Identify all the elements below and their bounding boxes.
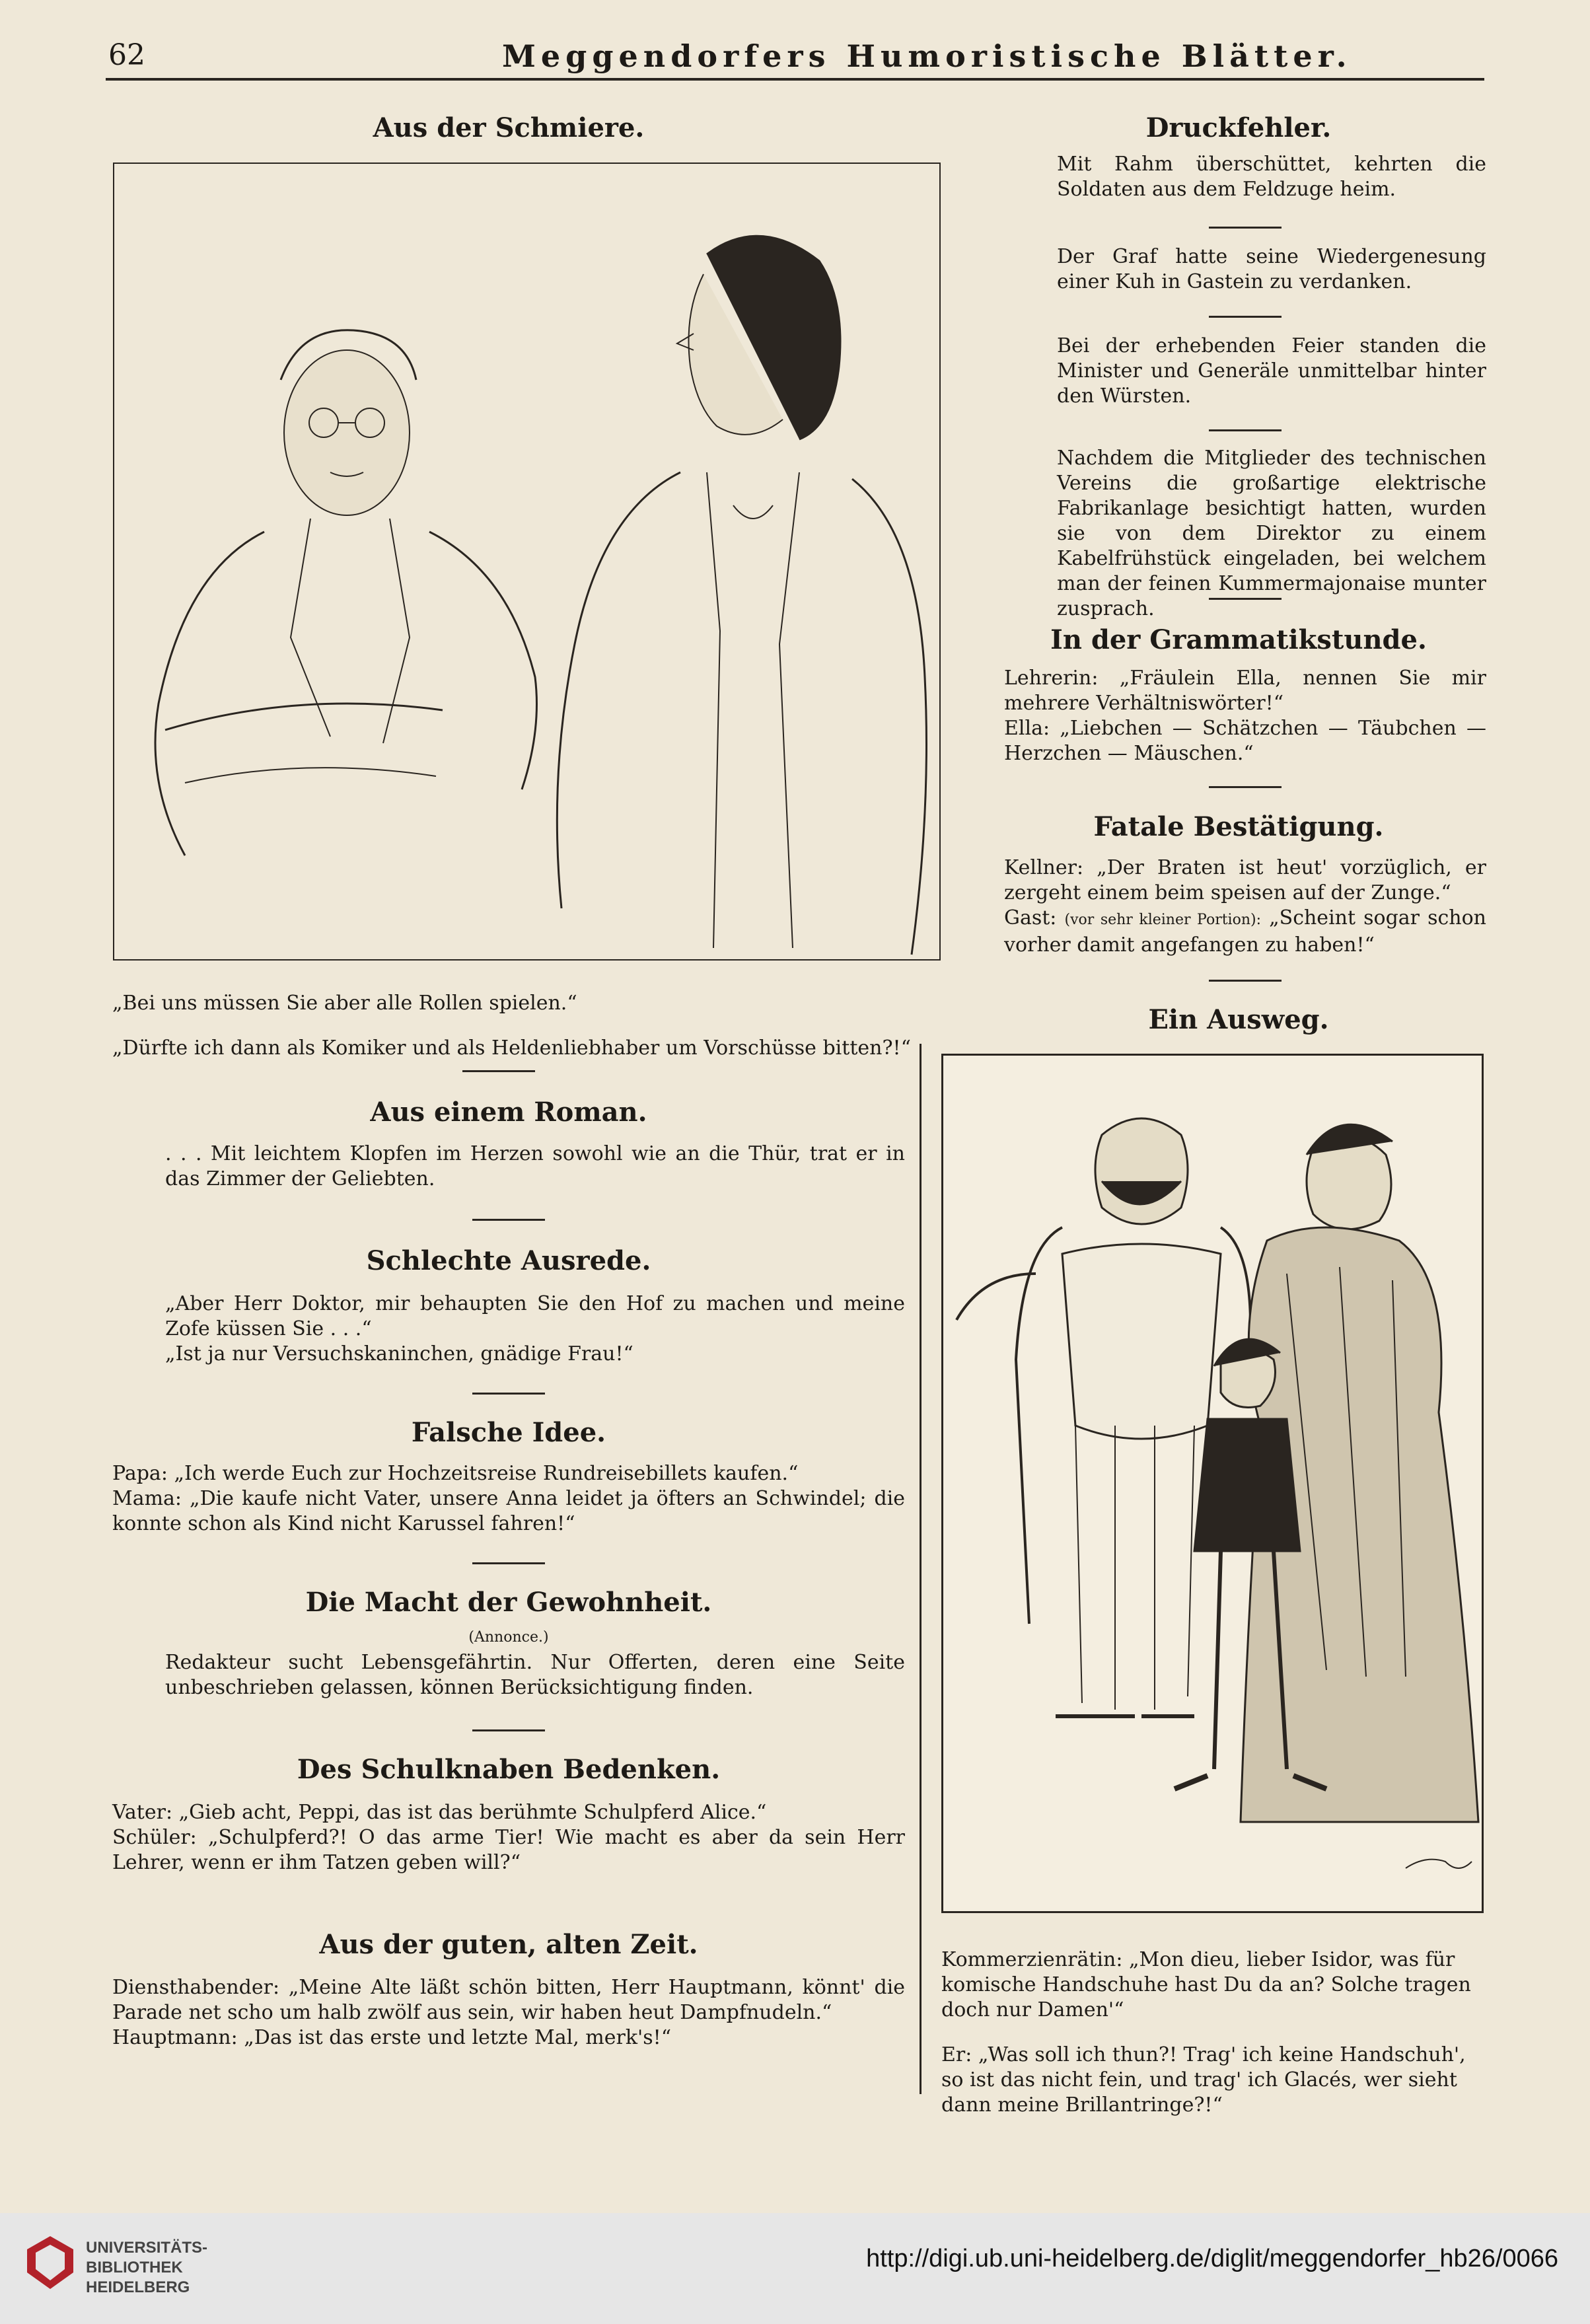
divider bbox=[1209, 598, 1282, 600]
text-roman bbox=[112, 1142, 905, 1192]
column-divider bbox=[920, 1044, 921, 2094]
paragraph: Redakteur sucht Lebensgefährtin. Nur Offerten, deren eine Seite unbeschrieben gelassen, können Berücksichtigung finden. bbox=[165, 1651, 905, 1699]
divider bbox=[1209, 316, 1282, 318]
library-line: UNIVERSITÄTS- bbox=[86, 2239, 208, 2257]
page-number: 62 bbox=[108, 38, 145, 72]
caption-ausweg bbox=[941, 1928, 1490, 2138]
dialogue-line: Vater: „Gieb acht, Peppi, das ist das berühmte Schulpferd Alice.“ bbox=[112, 1801, 767, 1824]
dialogue-line: Diensthabender: „Meine Alte läßt schön bitten, Herr Hauptmann, könnt' die Parade net scho um halb zwölf aus sein, wir haben heut Dampfnudeln.“ bbox=[112, 1976, 905, 2024]
divider bbox=[472, 1393, 545, 1395]
title-schulknabe: Des Schulknaben Bedenken. bbox=[297, 1754, 721, 1785]
text-grammatik bbox=[1004, 666, 1486, 766]
library-line: HEIDELBERG bbox=[86, 2278, 190, 2296]
page-header bbox=[106, 38, 1484, 81]
dialogue-line bbox=[1004, 906, 1486, 958]
title-fatale: Fatale Bestätigung. bbox=[1093, 811, 1384, 842]
speech: „Scheint sogar schon vorher damit angefangen zu haben!“ bbox=[1004, 906, 1486, 957]
university-logo-icon bbox=[24, 2233, 77, 2292]
subtitle-macht: (Annonce.) bbox=[468, 1629, 549, 1646]
divider bbox=[1209, 786, 1282, 788]
title-schmiere: Aus der Schmiere. bbox=[373, 112, 645, 143]
journal-title: Meggendorfers Humoristische Blätter. bbox=[502, 38, 1352, 74]
paragraph: Nachdem die Mitglieder des technischen Vereins die großartige elektrische Fabrikanlage besichtigt hatten, wurden sie von dem Direktor zu einem Kabelfrühstück eingeladen, bei welchem man der feinen Kummermajonaise munter zusprach. bbox=[1057, 447, 1486, 620]
stage-direction: (vor sehr kleiner Portion): bbox=[1064, 912, 1261, 928]
sketch-two-actors bbox=[112, 162, 941, 961]
dialogue-line: Lehrerin: „Fräulein Ella, nennen Sie mir mehrere Verhältniswörter!“ bbox=[1004, 667, 1486, 715]
paragraph: . . . Mit leichtem Klopfen im Herzen sowohl wie an die Thür, trat er in das Zimmer der Geliebten. bbox=[165, 1142, 905, 1190]
divider bbox=[462, 1070, 535, 1072]
text-fatale bbox=[1004, 855, 1486, 958]
title-ausweg: Ein Ausweg. bbox=[1148, 1004, 1329, 1035]
druckfehler-item-2 bbox=[1004, 244, 1486, 295]
dialogue-line: Papa: „Ich werde Euch zur Hochzeitsreise Rundreisebillets kaufen.“ bbox=[112, 1462, 799, 1485]
druckfehler-item-3 bbox=[1004, 334, 1486, 409]
illustration-schmiere bbox=[112, 162, 941, 961]
title-druckfehler: Druckfehler. bbox=[1145, 112, 1332, 143]
text-ausrede bbox=[112, 1291, 905, 1367]
text-macht bbox=[112, 1650, 905, 1700]
divider bbox=[1209, 227, 1282, 229]
caption-line: Kommerzienrätin: „Mon dieu, lieber Isidor, was für komische Handschuhe hast Du da an? Solche tragen doch nur Damen'“ bbox=[941, 1948, 1471, 2021]
dialogue-line: Hauptmann: „Das ist das erste und letzte Mal, merk's!“ bbox=[112, 2026, 672, 2049]
text-idee bbox=[112, 1461, 905, 1537]
paragraph: „Aber Herr Doktor, mir behaupten Sie den Hof zu machen und meine Zofe küssen Sie . . .“ bbox=[165, 1292, 905, 1340]
druckfehler-item-4 bbox=[1004, 446, 1486, 622]
divider bbox=[1209, 980, 1282, 982]
paragraph: „Ist ja nur Versuchskaninchen, gnädige Frau!“ bbox=[165, 1342, 633, 1365]
divider bbox=[472, 1562, 545, 1564]
dialogue-line: Kellner: „Der Braten ist heut' vorzüglich, er zergeht einem beim speisen auf der Zunge.“ bbox=[1004, 856, 1486, 904]
source-url-link[interactable]: http://digi.ub.uni-heidelberg.de/diglit/meggendorfer_hb26/0066 bbox=[866, 2245, 1558, 2272]
library-name bbox=[86, 2238, 207, 2298]
illustration-ausweg bbox=[941, 1054, 1484, 1913]
dialogue-line: Mama: „Die kaufe nicht Vater, unsere Anna leidet ja öfters an Schwindel; die konnte schon als Kind nicht Karussel fahren!“ bbox=[112, 1487, 905, 1535]
paragraph: Bei der erhebenden Feier standen die Minister und Generäle unmittelbar hinter den Würsten. bbox=[1057, 334, 1486, 408]
dialogue-line: Schüler: „Schulpferd?! O das arme Tier! Wie macht es aber da sein Herr Lehrer, wenn er ihm Tatzen geben will?“ bbox=[112, 1826, 905, 1874]
title-zeit: Aus der guten, alten Zeit. bbox=[319, 1929, 698, 1960]
caption-line: Er: „Was soll ich thun?! Trag' ich keine Handschuh', so ist das nicht fein, und trag' ich Glacés, wer sieht dann meine Brillantringe?!“ bbox=[941, 2043, 1466, 2117]
text-zeit bbox=[112, 1975, 905, 2051]
caption-schmiere bbox=[112, 971, 938, 1081]
speaker: Gast: bbox=[1004, 906, 1057, 929]
divider bbox=[472, 1219, 545, 1221]
divider bbox=[472, 1729, 545, 1731]
caption-line: „Dürfte ich dann als Komiker und als Heldenliebhaber um Vorschüsse bitten?!“ bbox=[112, 1036, 911, 1060]
cartoon-couple-and-boy bbox=[943, 1056, 1482, 1911]
title-idee: Falsche Idee. bbox=[411, 1417, 606, 1448]
title-grammatik: In der Grammatikstunde. bbox=[1050, 624, 1427, 655]
paragraph: Der Graf hatte seine Wiedergenesung einer Kuh in Gastein zu verdanken. bbox=[1057, 245, 1486, 293]
divider bbox=[1209, 429, 1282, 431]
druckfehler-item-1 bbox=[1004, 152, 1486, 202]
caption-line: „Bei uns müssen Sie aber alle Rollen spielen.“ bbox=[112, 992, 577, 1015]
footer-bar bbox=[0, 2213, 1590, 2324]
title-ausrede: Schlechte Ausrede. bbox=[366, 1245, 651, 1276]
title-macht: Die Macht der Gewohnheit. bbox=[305, 1587, 712, 1618]
text-schulknabe bbox=[112, 1800, 905, 1875]
paragraph: Mit Rahm überschüttet, kehrten die Soldaten aus dem Feldzuge heim. bbox=[1057, 153, 1486, 201]
library-line: BIBLIOTHEK bbox=[86, 2259, 183, 2276]
title-roman: Aus einem Roman. bbox=[370, 1097, 647, 1128]
dialogue-line: Ella: „Liebchen — Schätzchen — Täubchen — Herzchen — Mäuschen.“ bbox=[1004, 717, 1486, 765]
